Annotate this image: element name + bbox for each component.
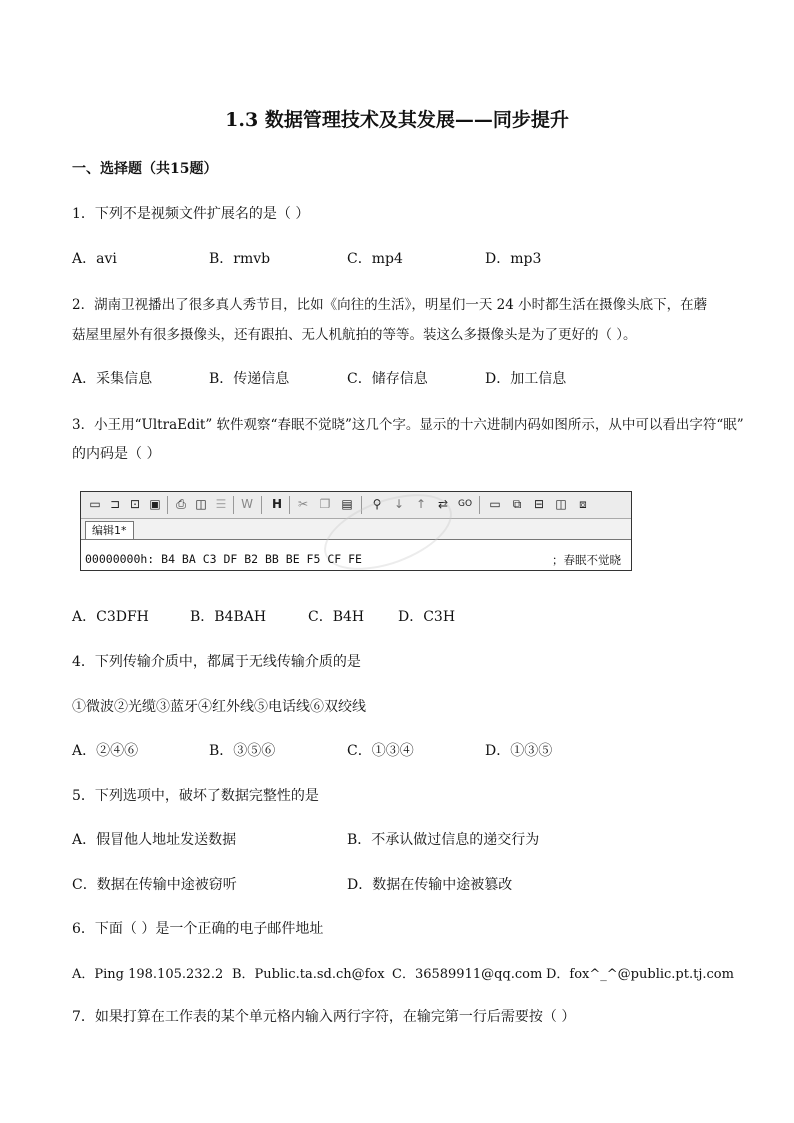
question-2-option-c: C．储存信息 (347, 371, 428, 387)
question-3-option-c: C．B4H (308, 609, 365, 625)
print-preview-icon[interactable]: ◫ (195, 497, 207, 511)
question-7-stem: 7．如果打算在工作表的某个单元格内输入两行字符，在输完第一行后需要按（ ） (72, 1009, 576, 1025)
section-heading: 一、选择题（共15题） (72, 161, 218, 177)
question-2-stem-line2: 菇屋里屋外有很多摄像头，还有跟拍、无人机航拍的等等。装这么多摄像头是为了更好的（ ）。 (72, 327, 637, 343)
list-icon[interactable]: ☰ (215, 497, 227, 511)
question-6-stem: 6．下面（ ）是一个正确的电子邮件地址 (72, 921, 324, 937)
find-next-icon[interactable]: ↓ (393, 497, 405, 511)
editor-tab[interactable]: 编辑1* (85, 521, 134, 539)
question-4-stem: 4．下列传输介质中，都属于无线传输介质的是 (72, 654, 361, 670)
find-icon[interactable]: ⚲ (372, 497, 382, 511)
question-3-option-b: B．B4BAH (190, 609, 267, 625)
question-1-option-b: B．rmvb (209, 251, 271, 267)
hex-text-column: ；春眠不觉晓 (552, 553, 621, 567)
paste-icon[interactable]: ▤ (341, 497, 353, 511)
goto-icon[interactable]: GO (457, 499, 473, 509)
hex-line: 00000000h: B4 BA C3 DF B2 BB BE F5 CF FE (85, 552, 362, 566)
question-6-option-a: A．Ping 198.105.232.2 (72, 967, 224, 982)
question-4-option-c: C．①③④ (347, 743, 414, 759)
question-6-option-b: B．Public.ta.sd.ch@fox (232, 967, 385, 982)
question-2-stem-line1: 2．湖南卫视播出了很多真人秀节目，比如《向往的生活》，明星们一天 24 小时都生活在摄像头底下，在蘑 (72, 297, 708, 313)
question-2-option-d: D．加工信息 (485, 371, 567, 387)
question-6-option-c: C．36589911@qq.com (392, 967, 543, 982)
question-4-option-d: D．①③⑤ (485, 743, 553, 759)
question-1-stem: 1．下列不是视频文件扩展名的是（ ） (72, 206, 310, 222)
close-file-icon[interactable]: ⊡ (129, 497, 141, 511)
question-6-option-d: D．fox^_^@public.pt.tj.com (546, 967, 734, 982)
ultraedit-screenshot (80, 491, 632, 571)
question-3-option-d: D．C3H (398, 609, 456, 625)
page-title: 1.3 数据管理技术及其发展——同步提升 (225, 109, 569, 131)
cascade-icon[interactable]: ⧉ (512, 497, 522, 511)
question-3-option-a: A．C3DFH (72, 609, 149, 625)
question-4-items: ①微波②光缆③蓝牙④红外线⑤电话线⑥双绞线 (72, 699, 366, 715)
find-prev-icon[interactable]: ↑ (415, 497, 427, 511)
question-1-option-d: D．mp3 (485, 251, 542, 267)
question-5-option-d: D．数据在传输中途被篡改 (347, 877, 513, 893)
question-5-option-b: B．不承认做过信息的递交行为 (347, 832, 540, 848)
window-icon[interactable]: ▭ (489, 497, 501, 511)
question-5-option-c: C．数据在传输中途被窃听 (72, 877, 237, 893)
question-3-stem-line1: 3．小王用“UltraEdit” 软件观察“春眠不觉晓”这几个字。显示的十六进制内码如图所示，从中可以看出字符“眠” (72, 417, 744, 433)
cut-icon[interactable]: ✂ (297, 497, 309, 511)
question-2-option-b: B．传递信息 (209, 371, 290, 387)
question-5-stem: 5．下列选项中，破坏了数据完整性的是 (72, 788, 319, 804)
new-file-icon[interactable]: ▭ (89, 497, 101, 511)
tile-vertical-icon[interactable]: ◫ (555, 497, 567, 511)
question-4-option-a: A．②④⑥ (72, 743, 139, 759)
question-2-option-a: A．采集信息 (72, 371, 153, 387)
question-1-option-c: C．mp4 (347, 251, 403, 267)
save-icon[interactable]: ▣ (149, 497, 161, 511)
question-3-stem-line2: 的内码是（ ） (72, 446, 161, 462)
window-list-icon[interactable]: ⧈ (579, 497, 587, 511)
question-4-option-b: B．③⑤⑥ (209, 743, 276, 759)
hex-mode-icon[interactable]: H (271, 497, 283, 511)
open-folder-icon[interactable]: ⊐ (109, 497, 121, 511)
question-5-option-a: A．假冒他人地址发送数据 (72, 832, 237, 848)
tile-horizontal-icon[interactable]: ⊟ (533, 497, 545, 511)
print-icon[interactable]: ⎙ (176, 497, 186, 511)
replace-icon[interactable]: ⇄ (437, 497, 449, 511)
word-wrap-icon[interactable]: W (241, 497, 253, 511)
question-1-option-a: A．avi (72, 251, 117, 267)
copy-icon[interactable]: ❐ (319, 497, 331, 511)
